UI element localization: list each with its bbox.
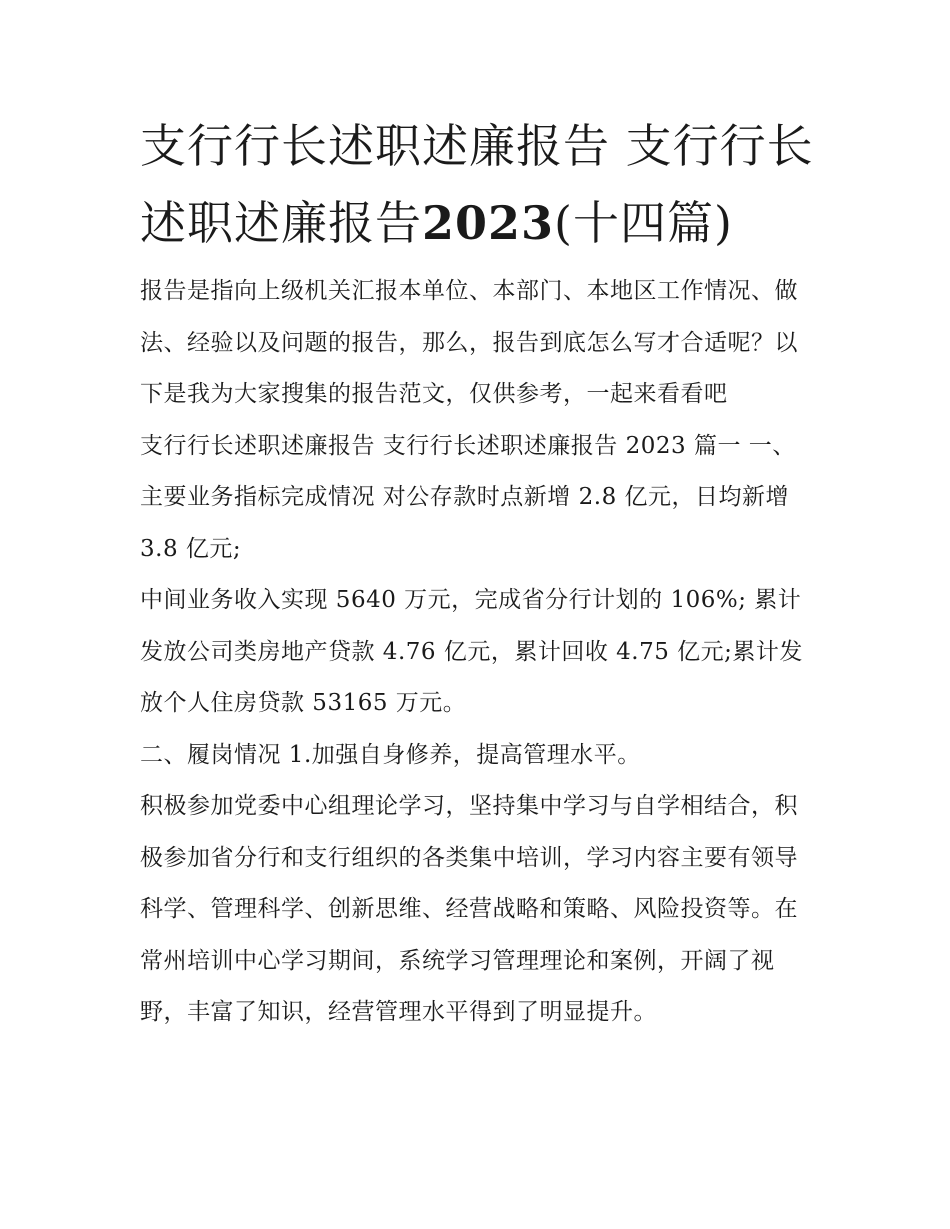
title-year: 2023 (422, 196, 555, 250)
section-two-heading: 二、履岗情况 1.加强自身修养，提高管理水平。 (140, 741, 641, 768)
document-content (140, 108, 816, 1039)
title-suffix: (十四篇) (554, 196, 733, 250)
intro-paragraph: 报告是指向上级机关汇报本单位、本部门、本地区工作情况、做法、经验以及问题的报告，那么，报告到底怎么写才合适呢？以下是我为大家搜集的报告范文，仅供参考，一起来看看吧 (140, 278, 798, 407)
title-main-text: 支行行长述职述廉报告 支行行长述职述廉报告 (140, 119, 814, 250)
section-one-paragraph: 支行行长述职述廉报告 支行行长述职述廉报告 2023 篇一 一、主要业务指标完成情况 对公存款时点新增 2.8 亿元，日均新增 3.8 亿元; (140, 432, 796, 562)
document-title (140, 108, 816, 262)
study-paragraph: 积极参加党委中心组理论学习，坚持集中学习与自学相结合，积极参加省分行和支行组织的各类集中培训，学习内容主要有领导科学、管理科学、创新思维、经营战略和策略、风险投资等。在常州培训中心学习期间，系统学习管理理论和案例，开阔了视野，丰富了知识，经营管理水平得到了明显提升。 (140, 793, 798, 1025)
business-income-paragraph: 中间业务收入实现 5640 万元，完成省分行计划的 106%; 累计发放公司类房地产贷款 4.76 亿元，累计回收 4.75 亿元;累计发放个人住房贷款 53165 万元。 (140, 587, 803, 716)
